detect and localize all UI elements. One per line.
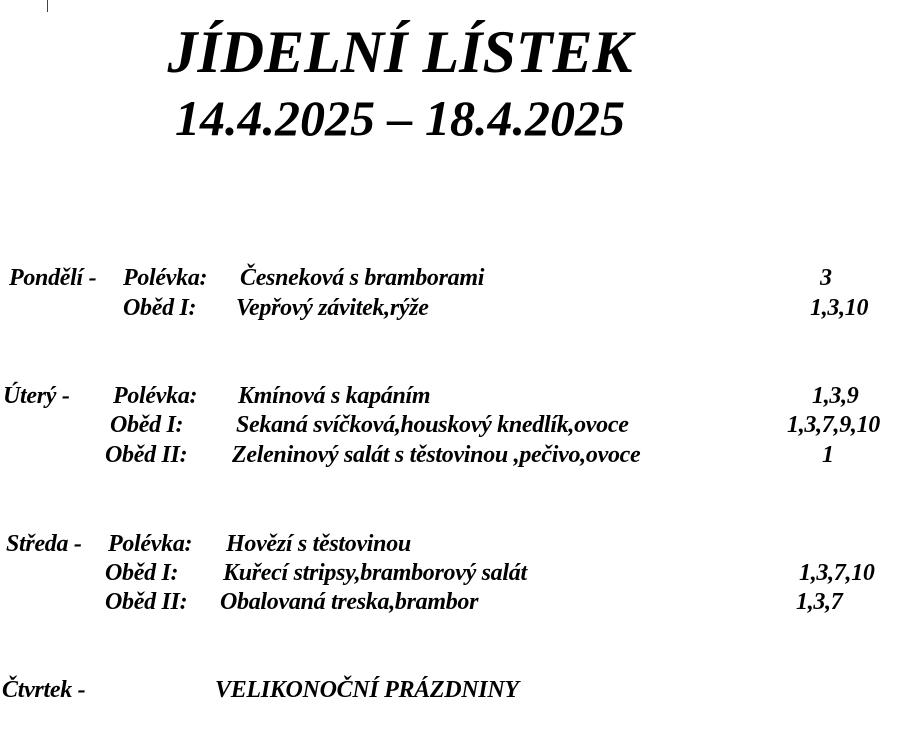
dish-name: Zeleninový salát s těstovinou ,pečivo,ovoce: [232, 442, 641, 468]
day-name: Čtvrtek -: [2, 677, 86, 703]
dish-name: Hovězí s těstovinou: [226, 531, 411, 557]
dish-name: Kuřecí stripsy,bramborový salát: [223, 560, 527, 586]
dish-name: Sekaná svíčková,houskový knedlík,ovoce: [236, 412, 629, 438]
meal-label: Polévka:: [113, 383, 198, 409]
allergens: 1,3,10: [810, 295, 869, 321]
day-name: Pondělí -: [9, 265, 97, 291]
meal-label: Oběd I:: [105, 560, 179, 586]
allergens: 1,3,7,9,10: [787, 412, 881, 438]
dish-name: Vepřový závitek,rýže: [236, 295, 429, 321]
dish-name: Obalovaná treska,brambor: [220, 589, 479, 615]
menu-title: JÍDELNÍ LÍSTEK: [167, 19, 633, 85]
meal-label: Oběd I:: [123, 295, 197, 321]
allergens: 3: [820, 265, 832, 291]
date-range: 14.4.2025 – 18.4.2025: [175, 90, 625, 146]
holiday-note: VELIKONOČNÍ PRÁZDNINY: [215, 677, 519, 703]
allergens: 1: [822, 442, 834, 468]
dish-name: Česneková s bramborami: [240, 265, 485, 291]
meal-label: Oběd II:: [105, 442, 188, 468]
text-cursor: [47, 0, 48, 12]
allergens: 1,3,9: [812, 383, 859, 409]
day-name: Úterý -: [3, 383, 70, 409]
allergens: 1,3,7: [796, 589, 843, 615]
day-name: Středa -: [6, 531, 82, 557]
dish-name: Kmínová s kapáním: [238, 383, 431, 409]
meal-label: Polévka:: [108, 531, 193, 557]
meal-label: Oběd I:: [110, 412, 184, 438]
allergens: 1,3,7,10: [799, 560, 875, 586]
meal-label: Oběd II:: [105, 589, 188, 615]
meal-label: Polévka:: [123, 265, 208, 291]
